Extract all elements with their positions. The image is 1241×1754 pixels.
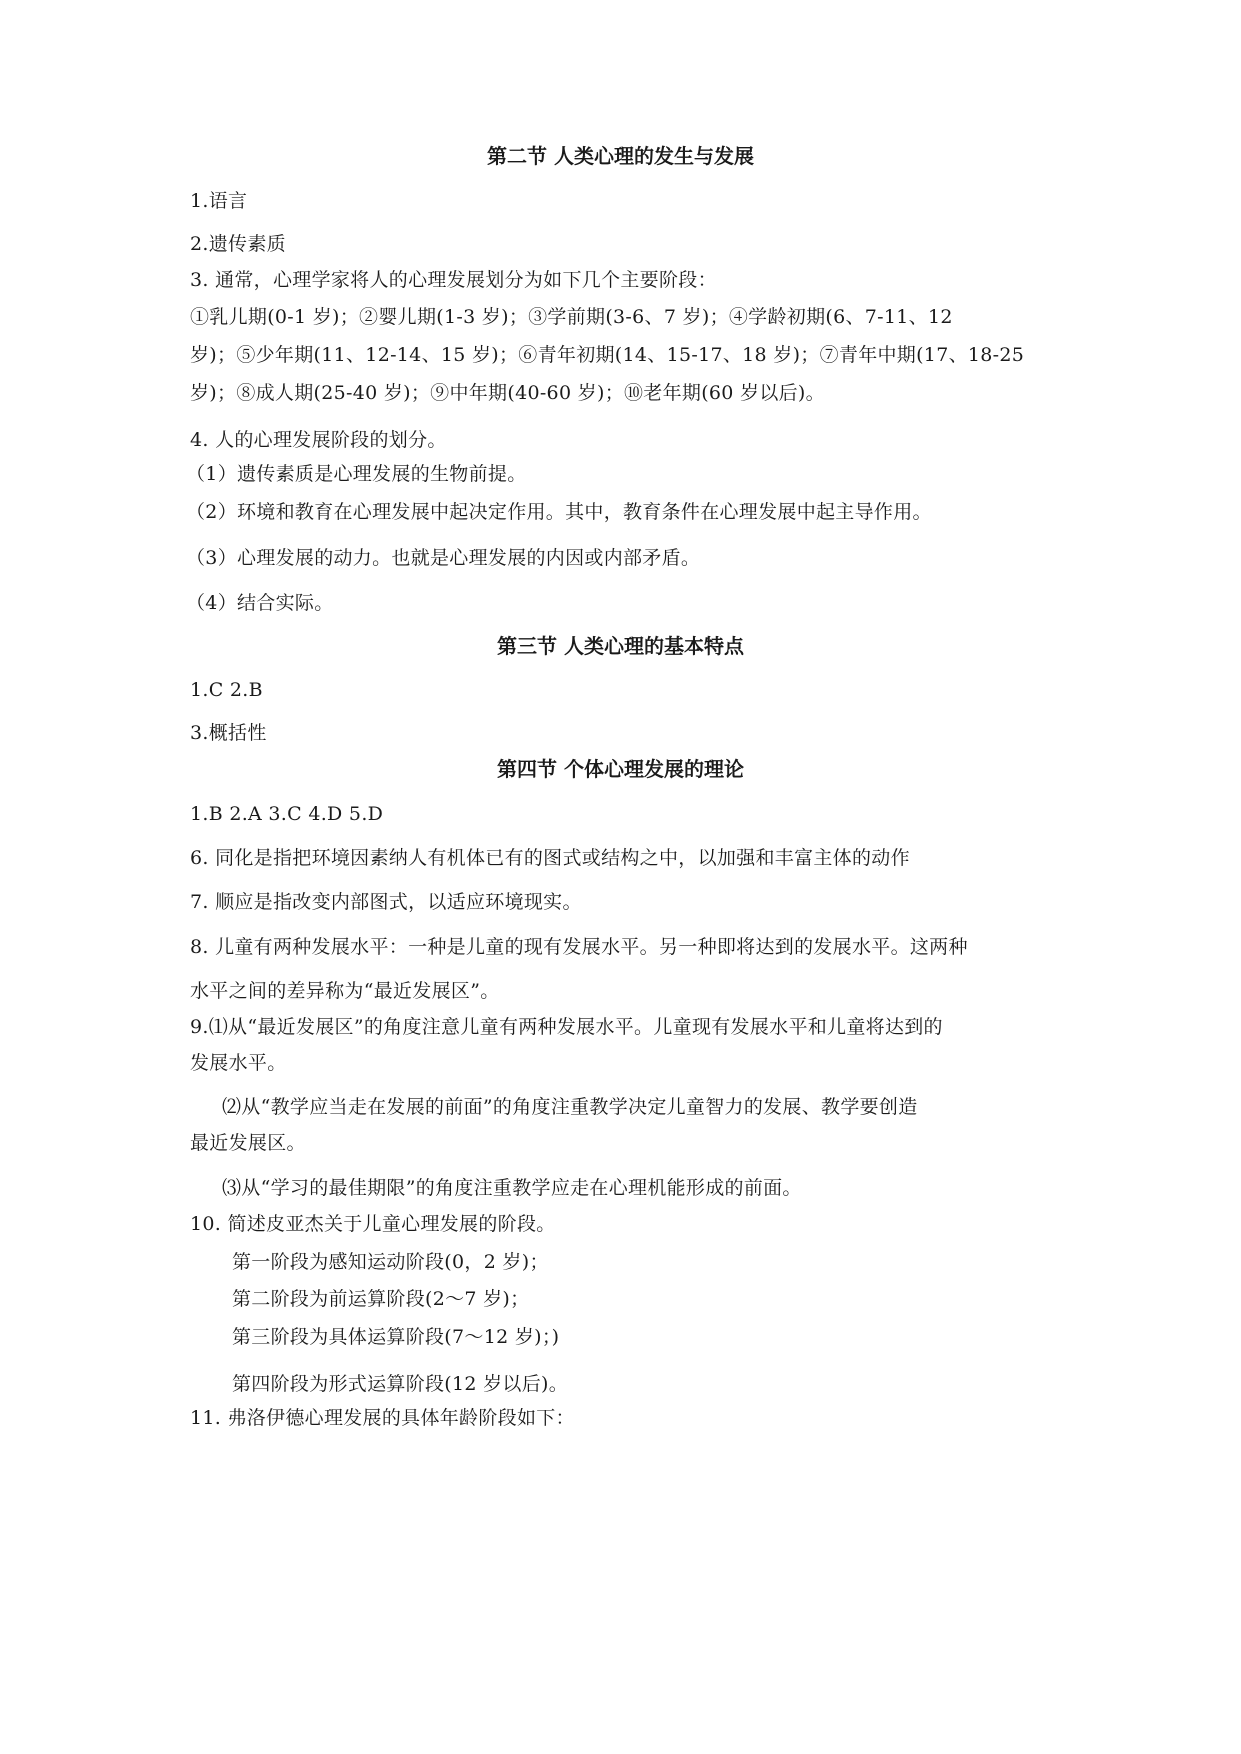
answer-line: 7. 顺应是指改变内部图式，以适应环境现实。 [190,891,582,913]
section-heading: 第二节 人类心理的发生与发展 [487,144,754,168]
answer-line: 2.遗传素质 [190,233,286,255]
answer-line: ⑵从“教学应当走在发展的前面”的角度注重教学决定儿童智力的发展、教学要创造 [222,1096,918,1118]
answer-line: 10. 简述皮亚杰关于儿童心理发展的阶段。 [190,1213,556,1235]
answer-line: 1.B 2.A 3.C 4.D 5.D [190,803,384,825]
answer-line: 3. 通常，心理学家将人的心理发展划分为如下几个主要阶段： [190,269,717,291]
answer-line: 4. 人的心理发展阶段的划分。 [190,429,447,451]
answer-line: 1.C 2.B [190,679,263,701]
answer-line: 岁)；⑧成人期(25-40 岁)；⑨中年期(40-60 岁)；⑩老年期(60 岁以后)。 [190,382,825,404]
answer-line: 8. 儿童有两种发展水平：一种是儿童的现有发展水平。另一种即将达到的发展水平。这两种 [190,936,968,958]
answer-line: 1.语言 [190,190,248,212]
answer-line: ①乳儿期(0-1 岁)；②婴儿期(1-3 岁)；③学前期(3-6、7 岁)；④学龄初期(6、7-11、12 [190,306,953,328]
answer-line: 水平之间的差异称为“最近发展区”。 [190,980,500,1002]
answer-line: 第一阶段为感知运动阶段(0，2 岁)； [232,1251,549,1273]
answer-line: 第四阶段为形式运算阶段(12 岁以后)。 [232,1373,569,1395]
answer-line: 3.概括性 [190,722,267,744]
answer-line: 11. 弗洛伊德心理发展的具体年龄阶段如下： [190,1407,575,1429]
answer-line: 岁)；⑤少年期(11、12-14、15 岁)；⑥青年初期(14、15-17、18 岁)；⑦青年中期(17、18-25 [190,344,1025,366]
answer-line: （1）遗传素质是心理发展的生物前提。 [186,463,527,485]
answer-line: 第二阶段为前运算阶段(2～7 岁)； [232,1288,530,1310]
section-heading: 第三节 人类心理的基本特点 [497,634,744,658]
answer-line: 最近发展区。 [190,1132,306,1154]
answer-line: 9.⑴从“最近发展区”的角度注意儿童有两种发展水平。儿童现有发展水平和儿童将达到的 [190,1016,943,1038]
answer-line: 发展水平。 [190,1052,287,1074]
section-heading: 第四节 个体心理发展的理论 [497,757,744,781]
answer-line: （2）环境和教育在心理发展中起决定作用。其中，教育条件在心理发展中起主导作用。 [186,501,932,523]
answer-line: ⑶从“学习的最佳期限”的角度注重教学应走在心理机能形成的前面。 [222,1177,802,1199]
answer-line: 6. 同化是指把环境因素纳人有机体已有的图式或结构之中，以加强和丰富主体的动作 [190,847,910,869]
answer-line: （3）心理发展的动力。也就是心理发展的内因或内部矛盾。 [186,547,701,569]
answer-line: （4）结合实际。 [186,592,334,614]
answer-line: 第三阶段为具体运算阶段(7～12 岁)；) [232,1326,560,1348]
